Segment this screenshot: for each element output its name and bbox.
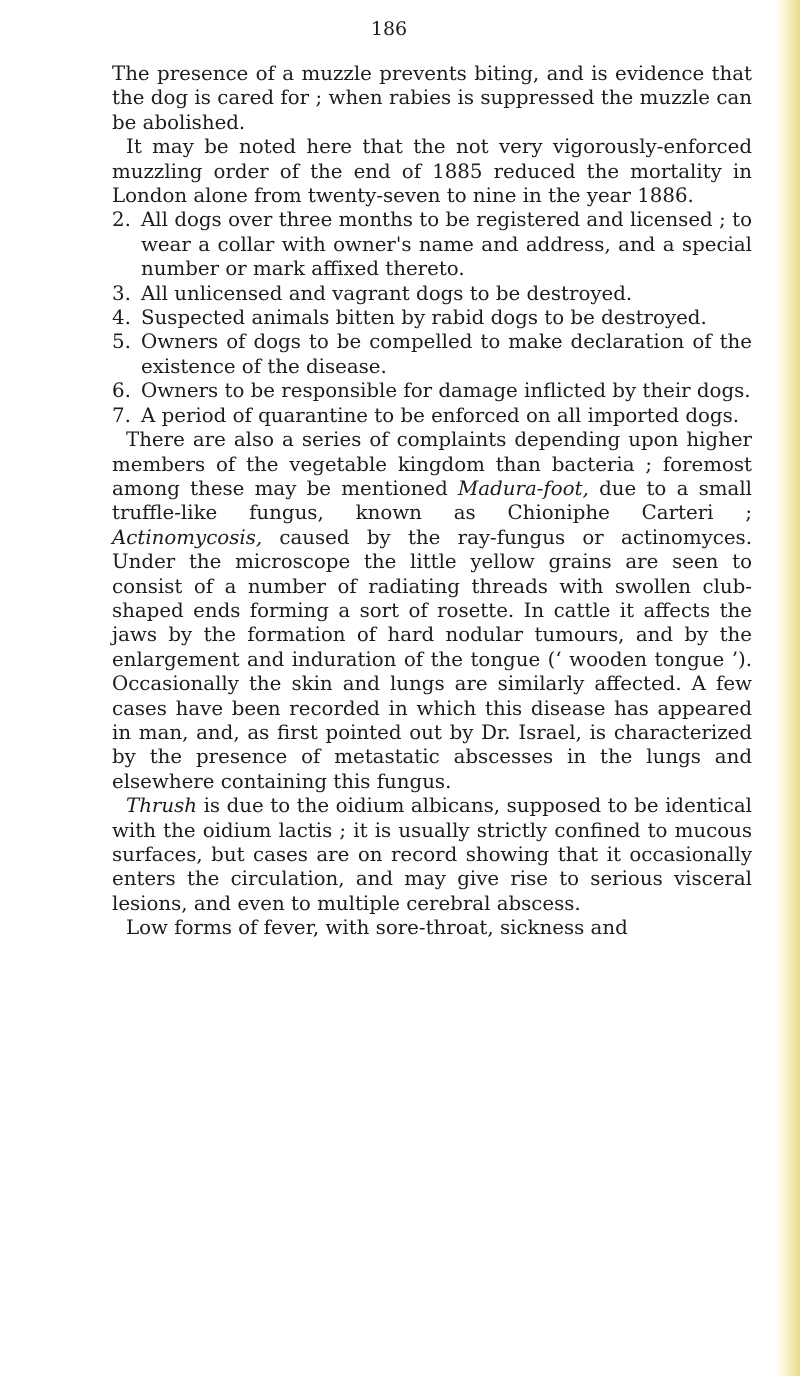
term-thrush: Thrush <box>126 794 198 818</box>
list-item <box>112 379 752 403</box>
list-item <box>112 208 752 281</box>
list-item-text: Owners to be responsible for damage inflicted by their dogs. <box>141 379 751 403</box>
paragraph-muzzling-order: It may be noted here that the not very vigorously-enforced muzzling order of the end of 1885 reduced the mortality in London alone from twenty-seven to nine in the year 1886. <box>112 135 752 208</box>
list-item-text: All unlicensed and vagrant dogs to be destroyed. <box>141 281 633 305</box>
page-body <box>112 62 752 941</box>
list-item-number: 3. <box>112 281 131 305</box>
list-item <box>112 306 752 330</box>
regulations-list <box>112 208 752 428</box>
list-item-number: 6. <box>112 379 131 403</box>
page-number: 186 <box>370 18 408 40</box>
list-item-text: A period of quarantine to be enforced on all imported dogs. <box>141 403 740 427</box>
page-edge-shadow <box>778 0 800 1376</box>
list-item <box>112 330 752 379</box>
list-item-number: 5. <box>112 330 131 354</box>
list-item <box>112 404 752 428</box>
paragraph-low-fever: Low forms of fever, with sore-throat, sickness and <box>126 916 628 940</box>
term-actinomycosis: Actinomycosis, <box>112 525 263 549</box>
paragraph-thrush: Thrush is due to the oidium albicans, supposed to be identical with the oidium lactis ; it is usually strictly confined to mucous surfaces, but cases are on record showing that it occasionally enters the circulation, and may give rise to serious visceral lesions, and even to multiple cerebral abscess. <box>112 794 752 915</box>
list-item-number: 2. <box>112 208 131 232</box>
list-item <box>112 282 752 306</box>
term-madura-foot: Madura-foot, <box>458 476 589 500</box>
list-item-text: Suspected animals bitten by rabid dogs to be destroyed. <box>141 306 707 330</box>
paragraph-muzzle: The presence of a muzzle prevents biting, and is evidence that the dog is cared for ; when rabies is suppressed the muzzle can be abolished. <box>112 62 752 134</box>
list-item-text: All dogs over three months to be registered and licensed ; to wear a collar with owner's name and address, and a special number or mark affixed thereto. <box>141 208 752 281</box>
list-item-number: 7. <box>112 403 131 427</box>
list-item-number: 4. <box>112 306 131 330</box>
list-item-text: Owners of dogs to be compelled to make declaration of the existence of the disease. <box>141 330 752 378</box>
paragraph-vegetable-complaints: There are also a series of complaints depending upon higher members of the vegetable kingdom than bacteria ; foremost among these may be mentioned Madura-foot, due to a small truffle-like fungus, known as Chioniphe Carteri ; Actinomycosis, caused by the ray-fungus or actinomyces. Under the microscope the little yellow grains are seen to consist of a number of radiating threads with swollen club-shaped ends forming a sort of rosette. In cattle it affects the jaws by the formation of hard nodular tumours, and by the enlargement and induration of the tongue (‘ wooden tongue ’). Occasionally the skin and lungs are similarly affected. A few cases have been recorded in which this disease has appeared in man, and, as first pointed out by Dr. Israel, is characterized by the presence of metastatic abscesses in the lungs and elsewhere containing this fungus. <box>112 428 752 793</box>
